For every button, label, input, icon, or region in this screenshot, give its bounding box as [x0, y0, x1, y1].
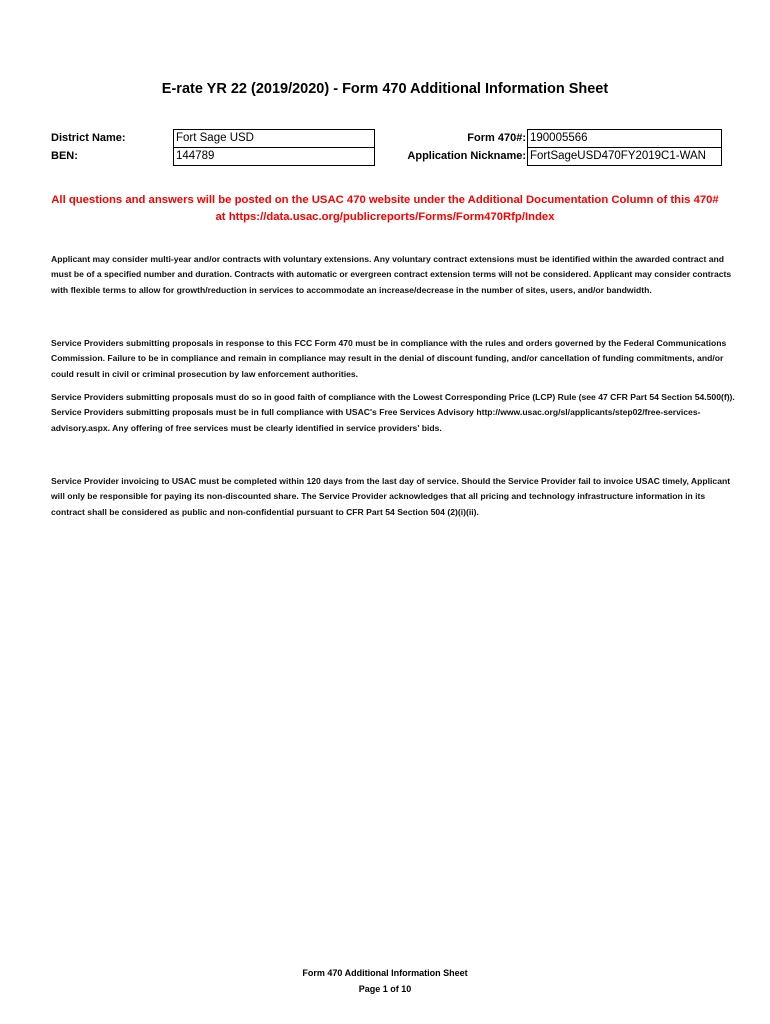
qa-notice — [30, 192, 740, 226]
contract-terms-paragraph: Applicant may consider multi-year and/or contracts with voluntary extensions. Any voluntary contract extensions must be identified within the awarded contract and must be of a specified number and duration. Contracts with automatic or evergreen contract extension terms will not be considered. Applicant may consider contracts with flexible terms to allow for growth/reduction in services to accommodate an increase/decrease in the number of sites, users, and/or bandwidth. — [51, 254, 732, 295]
page-title: E-rate YR 22 (2019/2020) - Form 470 Additional Information Sheet — [161, 81, 609, 97]
application-nickname-label: Application Nickname: — [407, 150, 526, 162]
district-name-label: District Name: — [51, 132, 126, 144]
application-nickname-field[interactable]: FortSageUSD470FY2019C1-WAN — [527, 147, 722, 166]
lcp-rule-paragraph: Service Providers submitting proposals must do so in good faith of compliance with the Lowest Corresponding Price (LCP) Rule (see 47 CFR Part 54 Section 54.500(f)). Service Providers submitting proposals must be in full compliance with USAC's Free Services Advisory http://www.usac.org/sl/applicants/step02/free-services-advisory.aspx. Any offering of free services must be clearly identified in service providers' bids. — [51, 392, 735, 433]
qa-notice-line2: at https://data.usac.org/publicreports/Forms/Form470Rfp/Index — [215, 211, 555, 223]
ben-label: BEN: — [51, 150, 78, 162]
form470-number-field[interactable]: 190005566 — [527, 129, 722, 148]
invoicing-paragraph: Service Provider invoicing to USAC must be completed within 120 days from the last day of service. Should the Service Provider fail to invoice USAC timely, Applicant will only be responsible for paying its non-discounted share. The Service Provider acknowledges that all pricing and technology infrastructure information in its contract shall be considered as public and non-confidential pursuant to CFR Part 54 Section 504 (2)(i)(ii). — [51, 476, 731, 517]
district-name-field[interactable]: Fort Sage USD — [173, 129, 375, 148]
fcc-compliance-paragraph: Service Providers submitting proposals in response to this FCC Form 470 must be in compliance with the rules and orders governed by the Federal Communications Commission. Failure to be in compliance and remain in compliance may result in the denial of discount funding, and/or cancellation of funding commitments, and/or could result in civil or criminal prosecution by law enforcement authorities. — [51, 338, 727, 379]
footer-sheet-name: Form 470 Additional Information Sheet — [302, 968, 468, 978]
footer-page-number: Page 1 of 10 — [358, 984, 412, 994]
ben-field[interactable]: 144789 — [173, 147, 375, 166]
qa-notice-line1: All questions and answers will be posted on the USAC 470 website under the Additional Documentation Column of this 470# — [51, 194, 719, 206]
form470-label: Form 470#: — [467, 132, 526, 144]
